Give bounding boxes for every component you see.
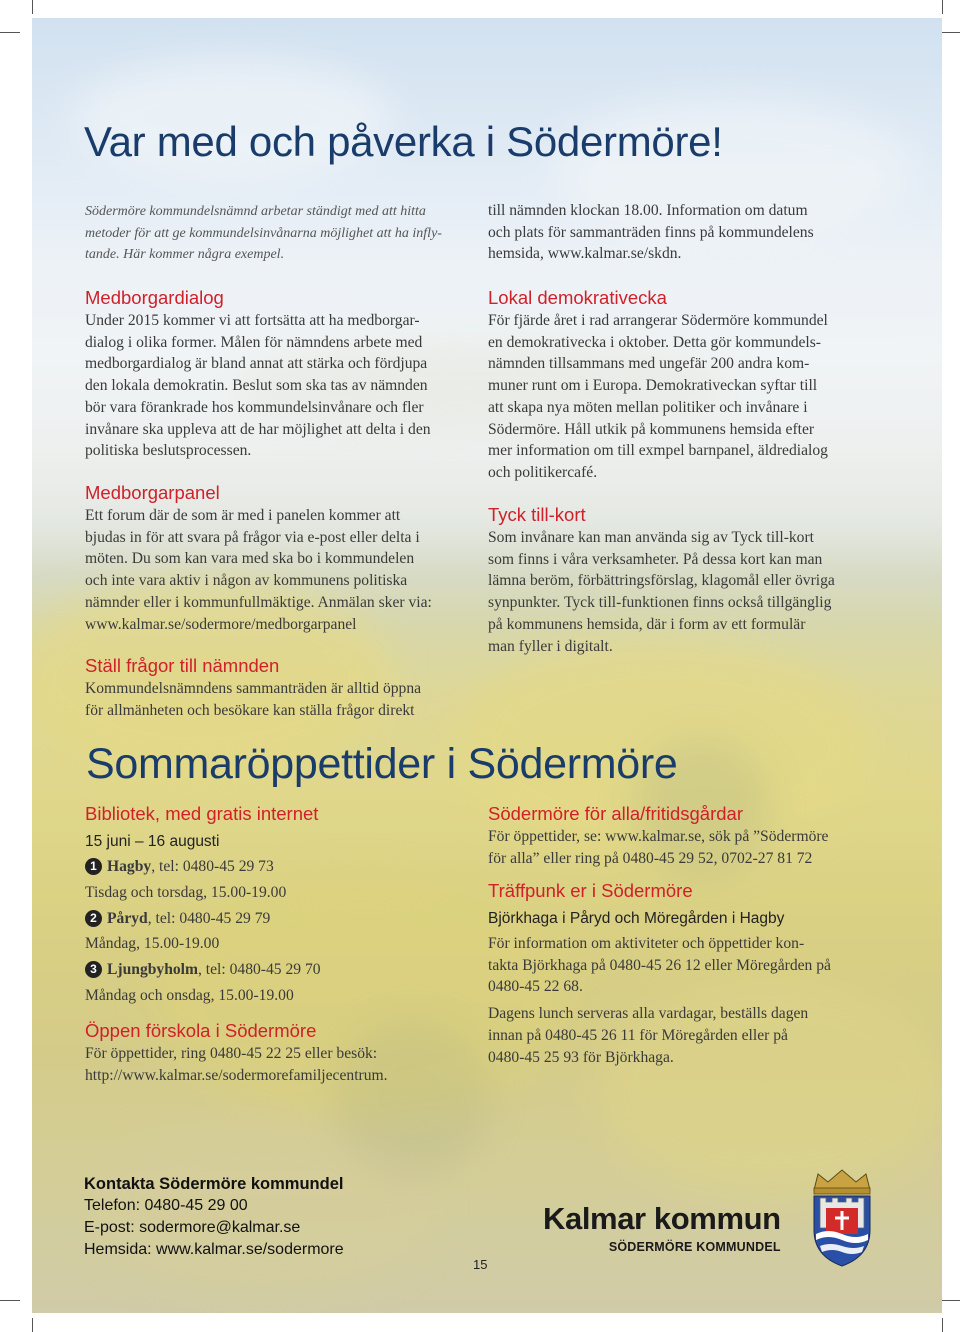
intro-line: metoder för att ge kommundelsinvånarna möjlighet att ha infly-	[85, 225, 442, 241]
crop-mark	[32, 1318, 33, 1332]
library-period: 15 juni – 16 augusti	[85, 833, 220, 850]
summer-title: Sommaröppettider i Södermöre	[86, 740, 678, 788]
intro-line: tande. Här kommer några exempel.	[85, 247, 285, 262]
library-branch: 2 Påryd, tel: 0480-45 29 79	[85, 906, 475, 932]
crop-mark	[942, 0, 943, 14]
section-tyck-till: Tyck till-kort Som invånare kan man använda sig av Tyck till-kort som finns i våra verksamheter. På dessa kort kan man lämna beröm, förbättringsförslag, klagomål eller övriga synpunkter. Tyck till-funktionen finns också tillgänglig på kommunens hemsida, där i form av ett formulär man fyller i digitalt.	[488, 503, 888, 657]
number-badge: 3	[85, 961, 102, 978]
section-heading: Träffpunk er i Södermöre	[488, 880, 693, 901]
section-fritidsgardar: Södermöre för alla/fritidsgårdar För öppettider, se: www.kalmar.se, sök på ”Södermöre för alla” eller ring på 0480-45 29 52, 0702-27 81 72	[488, 802, 888, 869]
page-title: Var med och påverka i Södermöre!	[84, 118, 723, 165]
logo-name: Kalmar kommun	[543, 1201, 781, 1236]
contact-email: E-post: sodermore@kalmar.se	[84, 1219, 301, 1236]
section-oppen-forskola: Öppen förskola i Södermöre För öppettider, ring 0480-45 22 25 eller besök: http://www.kalmar.se/sodermorefamiljecentrum.	[85, 1019, 475, 1086]
page-number: 15	[473, 1257, 488, 1272]
number-badge: 1	[85, 858, 102, 875]
crop-mark	[940, 1300, 960, 1301]
crop-mark	[0, 1300, 20, 1301]
crop-mark	[942, 1318, 943, 1332]
contact-title: Kontakta Södermöre kommundel	[84, 1175, 344, 1193]
section-heading: Södermöre för alla/fritidsgårdar	[488, 803, 743, 824]
intro-line: Södermöre kommundelsnämnd arbetar ständigt med att hitta	[85, 204, 426, 219]
section-heading: Öppen förskola i Södermöre	[85, 1020, 317, 1041]
contact-web: Hemsida: www.kalmar.se/sodermore	[84, 1241, 344, 1258]
crop-mark	[32, 0, 33, 14]
section-heading: Bibliotek, med gratis internet	[85, 803, 319, 824]
section-heading: Lokal demokrativecka	[488, 287, 667, 308]
section-medborgardialog: Medborgardialog Under 2015 kommer vi att fortsätta att ha medborgar- dialog i olika former. Målen för nämndens arbete med medborgardialog är bland annat att stärka och fördjupa den lokala demokratin. Beslut som ska tas av nämnden bör vara förankrade hos kommundelsinvånare och fler invånare ska uppleva att de har möjlighet att delta i den politiska beslutsprocessen.	[85, 286, 475, 462]
section-medborgarpanel: Medborgarpanel Ett forum där de som är med i panelen kommer att bjudas in för att svara på frågor via e-post eller delta i möten. Du som kan vara med ska bo i kommundelen och inte vara aktiv i någon av kommunens politiska nämnder eller i kommunfullmäktige. Anmälan sker via: www.kalmar.se/sodermore/medborgarpanel	[85, 481, 475, 635]
library-branch: 3 Ljungbyholm, tel: 0480-45 29 70	[85, 957, 475, 983]
contact-phone: Telefon: 0480-45 29 00	[84, 1197, 248, 1214]
continuation-text: till nämnden klockan 18.00. Information om datum och plats för sammanträden finns på kommundelens hemsida, www.kalmar.se/skdn.	[488, 202, 814, 263]
library-branch: 1 Hagby, tel: 0480-45 29 73	[85, 854, 475, 880]
section-heading: Medborgardialog	[85, 287, 224, 308]
intro-text	[85, 201, 465, 266]
logo-subtitle: SÖDERMÖRE KOMMUNDEL	[608, 1240, 781, 1254]
section-bibliotek: Bibliotek, med gratis internet 15 juni – 16 augusti 1 Hagby, tel: 0480-45 29 73 Tisdag och torsdag, 15.00-19.00 2 Påryd, tel: 0480-45 29 79 Måndag, 15.00-19.00 3 Ljungbyholm, tel: 0480-45 29 70 Måndag och onsdag, 15.00-19.00	[85, 802, 475, 1009]
section-heading: Tyck till-kort	[488, 504, 586, 525]
section-traffpunkter: Träffpunk er i Södermöre Björkhaga i Påryd och Möregården i Hagby För information om aktiviteter och öppettider kon- takta Björkhaga på 0480-45 26 12 eller Möregården på 0480-45 22 68. Dagens lunch serveras alla vardagar, beställs dagen innan på 0480-45 26 11 för Möregården eller på 0480-45 25 93 för Björkhaga.	[488, 879, 888, 1068]
crop-mark	[0, 32, 20, 33]
contact-block	[84, 1173, 344, 1261]
section-stall-fragor: Ställ frågor till nämnden Kommundelsnämndens sammanträden är alltid öppna för allmänheten och besökare kan ställa frågor direkt	[85, 654, 475, 721]
section-demokrativecka: Lokal demokrativecka För fjärde året i rad arrangerar Södermöre kommundel en demokrativecka i oktober. Detta gör kommundels- nämnden tillsammans med ungefär 200 andra kom- muner runt om i Europa. Demokrativeckan syftar till att skapa nya möten mellan politiker och invånare i Södermöre. Håll utkik på kommunens hemsida efter mer information om till exmpel barnpanel, äldredialog och politikercafé.	[488, 286, 888, 484]
meeting-subheading: Björkhaga i Påryd och Möregården i Hagby	[488, 910, 785, 927]
crop-mark	[940, 32, 960, 33]
number-badge: 2	[85, 910, 102, 927]
section-heading: Ställ frågor till nämnden	[85, 655, 280, 676]
kalmar-kommun-logo-text	[543, 1201, 781, 1254]
coat-of-arms-icon	[808, 1168, 876, 1268]
section-heading: Medborgarpanel	[85, 482, 220, 503]
